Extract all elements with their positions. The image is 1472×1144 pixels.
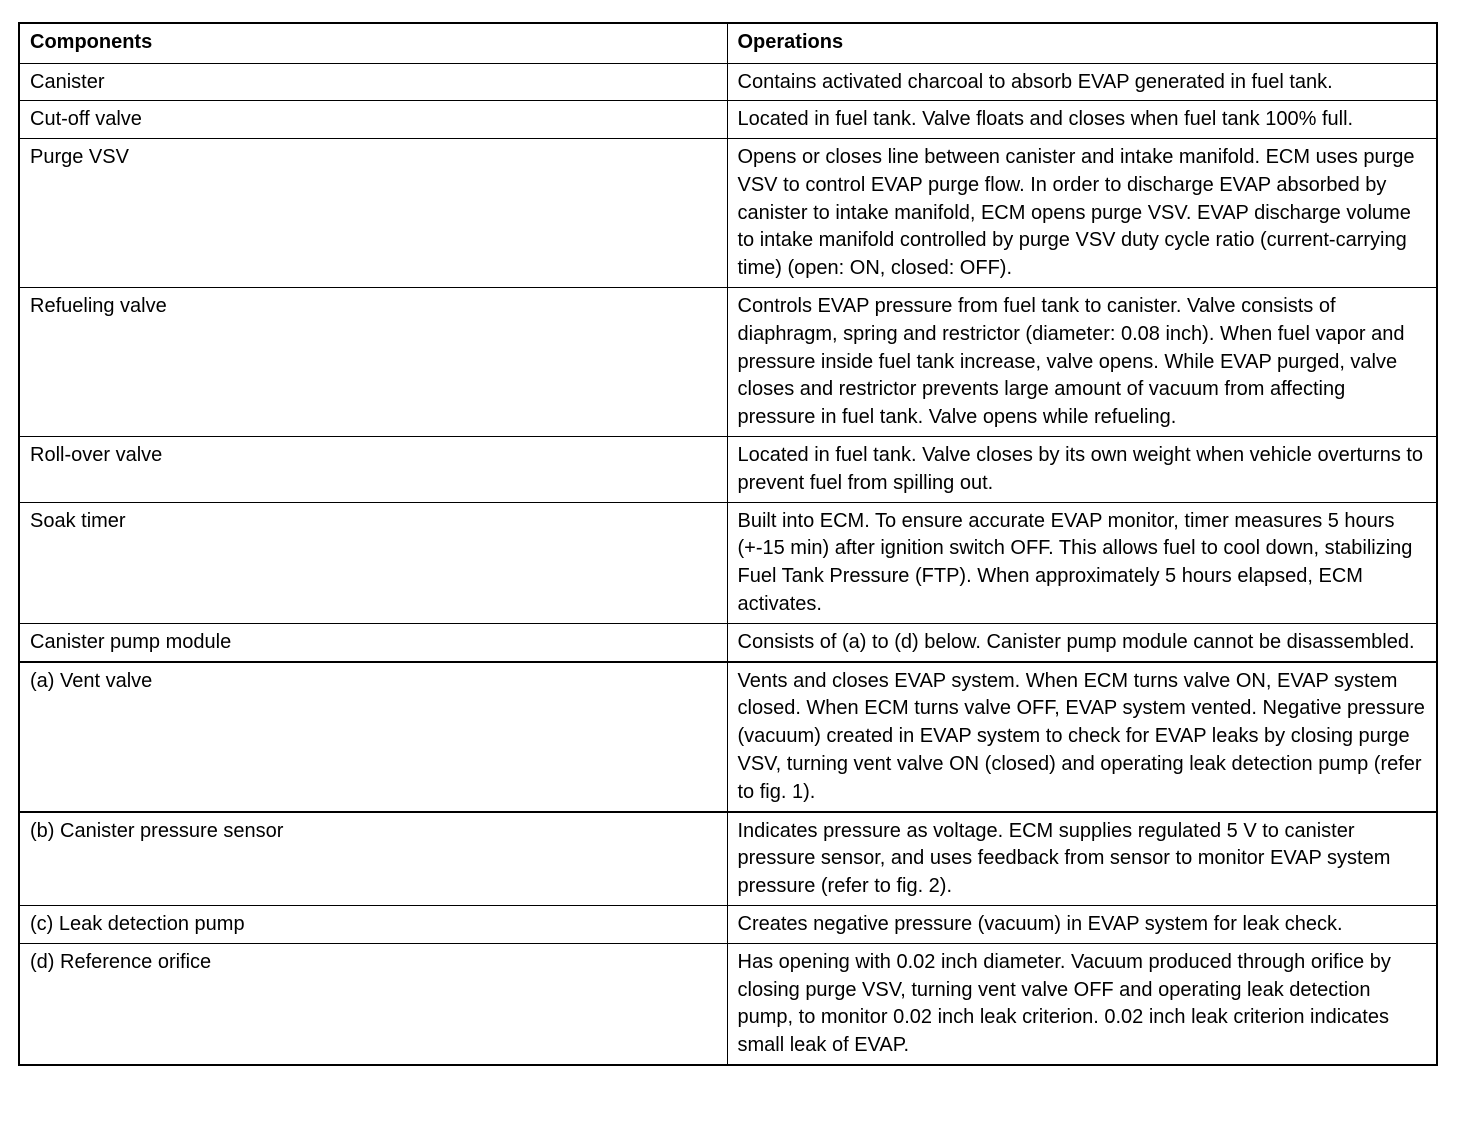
component-cell: Canister pump module [19, 623, 727, 661]
component-cell: Cut-off valve [19, 101, 727, 139]
operation-cell: Opens or closes line between canister and intake manifold. ECM uses purge VSV to control EVAP purge flow. In order to discharge EVAP absorbed by canister to intake manifold, ECM opens purge VSV. EVAP discharge volume to intake manifold controlled by purge VSV duty cycle ratio (current-carrying time) (open: ON, closed: OFF). [727, 139, 1437, 288]
operation-cell: Built into ECM. To ensure accurate EVAP monitor, timer measures 5 hours (+-15 min) after ignition switch OFF. This allows fuel to cool down, stabilizing Fuel Tank Pressure (FTP). When approximately 5 hours elapsed, ECM activates. [727, 502, 1437, 623]
table-row [19, 288, 1437, 437]
operation-cell: Creates negative pressure (vacuum) in EVAP system for leak check. [727, 906, 1437, 944]
component-cell: (c) Leak detection pump [19, 906, 727, 944]
table-row [19, 623, 1437, 661]
header-operations: Operations [727, 23, 1437, 63]
component-cell: Soak timer [19, 502, 727, 623]
component-cell: Roll-over valve [19, 437, 727, 503]
table-header-row [19, 23, 1437, 63]
table-row [19, 437, 1437, 503]
component-cell: Purge VSV [19, 139, 727, 288]
table-row [19, 812, 1437, 906]
component-cell: Refueling valve [19, 288, 727, 437]
table-row [19, 63, 1437, 101]
component-cell: (a) Vent valve [19, 662, 727, 812]
table-row [19, 139, 1437, 288]
operation-cell: Has opening with 0.02 inch diameter. Vacuum produced through orifice by closing purge VSV, turning vent valve OFF and operating leak detection pump, to monitor 0.02 inch leak criterion. 0.02 inch leak criterion indicates small leak of EVAP. [727, 943, 1437, 1065]
table-row [19, 101, 1437, 139]
operation-cell: Controls EVAP pressure from fuel tank to canister. Valve consists of diaphragm, spring and restrictor (diameter: 0.08 inch). When fuel vapor and pressure inside fuel tank increase, valve opens. While EVAP purged, valve closes and restrictor prevents large amount of vacuum from affecting pressure in fuel tank. Valve opens while refueling. [727, 288, 1437, 437]
table-row [19, 943, 1437, 1065]
table-row [19, 906, 1437, 944]
operation-cell: Contains activated charcoal to absorb EVAP generated in fuel tank. [727, 63, 1437, 101]
operation-cell: Consists of (a) to (d) below. Canister pump module cannot be disassembled. [727, 623, 1437, 661]
component-cell: (b) Canister pressure sensor [19, 812, 727, 906]
component-cell: Canister [19, 63, 727, 101]
table-row [19, 502, 1437, 623]
operation-cell: Located in fuel tank. Valve floats and closes when fuel tank 100% full. [727, 101, 1437, 139]
operation-cell: Vents and closes EVAP system. When ECM turns valve ON, EVAP system closed. When ECM turns valve OFF, EVAP system vented. Negative pressure (vacuum) created in EVAP system to check for EVAP leaks by closing purge VSV, turning vent valve ON (closed) and operating leak detection pump (refer to fig. 1). [727, 662, 1437, 812]
table-row [19, 662, 1437, 812]
components-operations-table [18, 22, 1438, 1066]
header-components: Components [19, 23, 727, 63]
component-cell: (d) Reference orifice [19, 943, 727, 1065]
operation-cell: Indicates pressure as voltage. ECM supplies regulated 5 V to canister pressure sensor, and uses feedback from sensor to monitor EVAP system pressure (refer to fig. 2). [727, 812, 1437, 906]
operation-cell: Located in fuel tank. Valve closes by its own weight when vehicle overturns to prevent fuel from spilling out. [727, 437, 1437, 503]
